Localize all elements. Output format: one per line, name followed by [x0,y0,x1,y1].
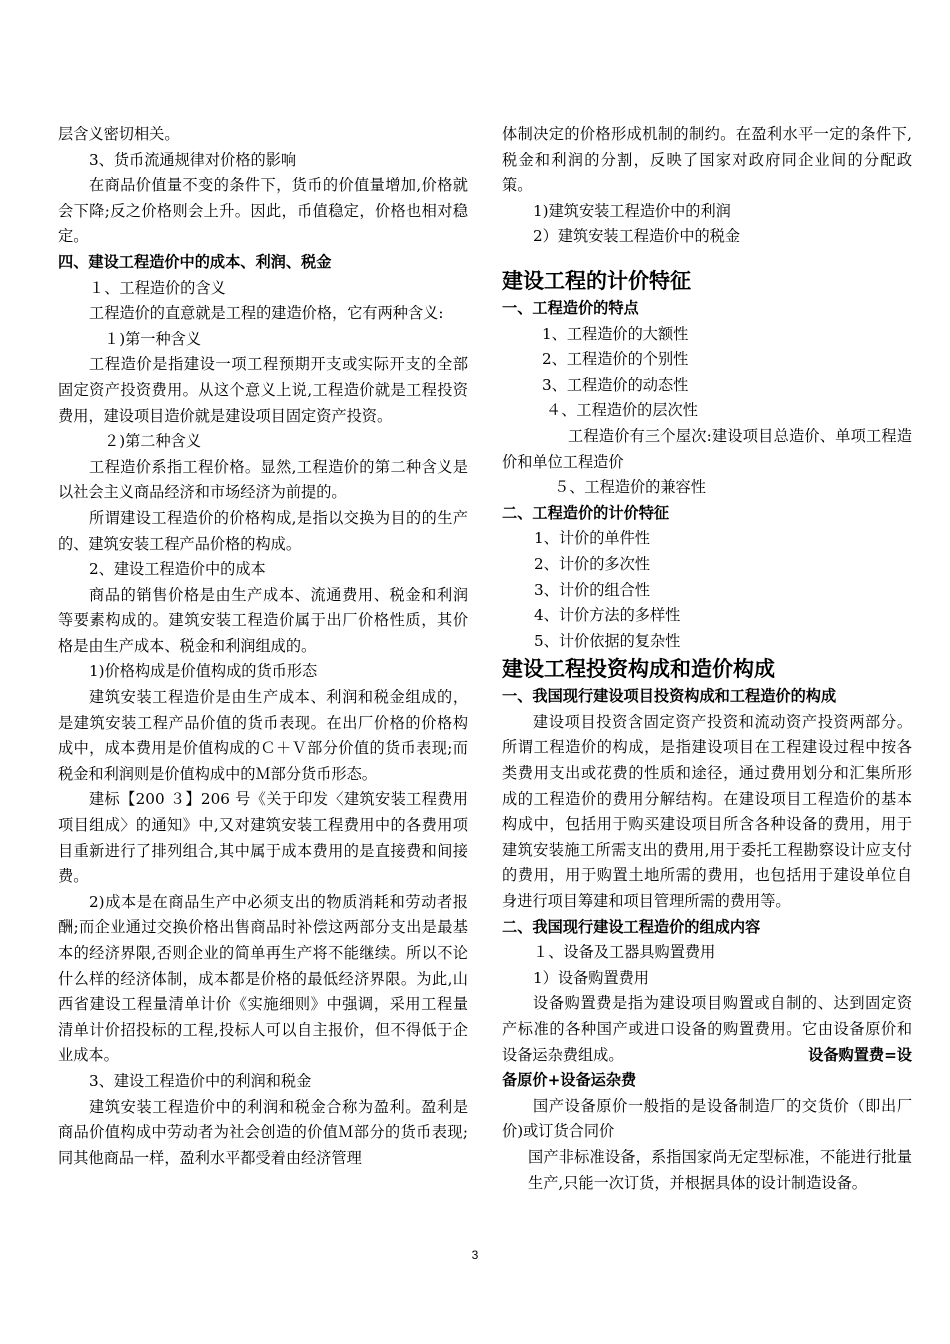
subheading: ２)第二种含义 [104,432,202,451]
list-item: 1、计价的单件性 [534,529,650,548]
paragraph [502,991,912,1068]
subheading: １、工程造价的含义 [89,278,226,297]
paragraph-text: 国产非标准设备，系指国家尚无定型标准，不能进行批量生产,只能一次订货，并根据具体的设计制造设备。 [528,1147,912,1192]
paragraph: 在商品价值量不变的条件下，货币的价值量增加,价格就会下降;反之价格则会上升。因此，币值稳定，价格也相对稳定。 [58,176,468,246]
subheading: 1）设备购置费用 [533,968,649,987]
section-title: 建设工程投资构成和造价构成 [502,656,775,682]
paragraph: 2)成本是在商品生产中必须支出的物质消耗和劳动者报酬;而企业通过交换价格出售商品时补偿这两部分支出是最基本的经济界限,否则企业的简单再生产将不能继续。所以不论什么样的经济体制，成本都是价格的最低经济界限。为此,山西省建设工程量清单计价《实施细则》中强调，采用工程量清单计价招投标的工程,投标人可以自主报价，但不得低于企业成本。 [58,892,468,1065]
formula-text: 备原价+设备运杂费 [502,1071,637,1090]
paragraph: 工程造价有三个屋次:建设项目总造价、单项工程造价和单位工程造价 [502,426,912,471]
subheading: 1)价格构成是价值构成的货币形态 [89,662,318,681]
paragraph: 所谓建设工程造价的价格构成,是指以交换为目的的生产的、建筑安装工程产品价格的构成。 [58,508,468,553]
subheading: 3、货币流通规律对价格的影响 [89,150,297,169]
section-heading: 二、工程造价的计价特征 [502,503,670,522]
paragraph: 层含义密切相关。 [58,125,180,143]
list-item: 3、工程造价的动态性 [542,375,689,394]
subheading: 1)建筑安装工程造价中的利润 [533,201,731,220]
paragraph: 工程造价系指工程价格。显然,工程造价的第二种含义是以社会主义商品经济和市场经济为前提的。 [58,457,468,502]
subheading: １、设备及工器具购置费用 [533,943,716,962]
formula-text: 设备购置费=设 [808,1045,912,1064]
left-column [58,122,468,1171]
subheading: １)第一种含义 [104,329,202,348]
list-item: 4、计价方法的多样性 [534,606,681,625]
paragraph: 建筑安装工程造价中的利润和税金合称为盈利。盈利是商品价值构成中劳动者为社会创造的价值Ｍ部分的货币表现;同其他商品一样，盈利水平都受着由经济管理 [58,1097,468,1167]
list-item: 5、计价依据的复杂性 [534,631,681,650]
section-heading: 四、建设工程造价中的成本、利润、税金 [58,252,332,271]
right-column [502,122,912,1196]
section-heading: 一、工程造价的特点 [502,298,639,317]
paragraph [502,1145,912,1196]
paragraph: 工程造价是指建设一项工程预期开支或实际开支的全部固定资产投资费用。从这个意义上说,工程造价就是工程投资费用，建设项目造价就是建设项目固定资产投资。 [58,355,468,425]
paragraph: 国产设备原价一般指的是设备制造厂的交货价（即出厂价)或订货合同价 [502,1096,912,1141]
paragraph: 商品的销售价格是由生产成本、流通费用、税金和利润等要素构成的。建筑安装工程造价属于出厂价格性质，其价格是由生产成本、税金和利润组成的。 [58,585,468,655]
list-item: 2、工程造价的个别性 [542,350,689,369]
list-item: 2、计价的多次性 [534,554,650,573]
subheading: 3、建设工程造价中的利润和税金 [89,1071,312,1090]
section-title: 建设工程的计价特征 [502,267,691,293]
section-heading: 二、我国现行建设工程造价的组成内容 [502,917,761,936]
paragraph: 建设项目投资含固定资产投资和流动资产投资两部分。所谓工程造价的构成，是指建设项目在工程建设过程中按各类费用支出或花费的性质和途径，通过费用划分和汇集所形成的工程造价的费用分解结构。在建设项目工程造价的基本构成中，包括用于购买建设项目所含各种设备的费用，用于建筑安装施工所需支出的费用,用于委托工程勘察设计应支付的费用，用于购置土地所需的费用，也包括用于建设单位自身进行项目筹建和项目管理所需的费用等。 [502,712,912,911]
page-number: 3 [471,1248,479,1262]
subheading: 2、建设工程造价中的成本 [89,560,266,579]
paragraph: 建筑安装工程造价是由生产成本、利润和税金组成的，是建筑安装工程产品价值的货币表现。在出厂价格的价格构成中，成本费用是价值构成的Ｃ＋Ｖ部分价值的货币表现;而税金和利润则是价值构成中的Ｍ部分货币形态。 [58,688,468,783]
list-item: 1、工程造价的大额性 [542,324,689,343]
list-item: 3、计价的组合性 [534,580,650,599]
subheading: 2）建筑安装工程造价中的税金 [533,227,741,246]
paragraph: 建标【200 ３】206 号《关于印发〈建筑安装工程费用项目组成〉的通知》中,又对建筑安装工程费用中的各费用项目重新进行了排列组合,其中属于成本费用的是直接费和间接费。 [58,790,468,886]
list-item: ４、工程造价的层次性 [546,401,698,420]
paragraph-text: 设备购置费是指为建设项目购置或自制的、达到固定资产标准的各种国产或进口设备的购置费用。它由设备原价和设备运杂费组成。 [502,994,912,1064]
section-heading: 一、我国现行建设项目投资构成和工程造价的构成 [502,687,837,706]
paragraph: 工程造价的直意就是工程的建造价格，它有两种含义: [89,304,444,323]
list-item: ５、工程造价的兼容性 [554,478,706,497]
paragraph: 体制决定的价格形成机制的制约。在盈利水平一定的条件下,税金和利润的分割，反映了国家对政府同企业间的分配政策。 [502,125,912,195]
